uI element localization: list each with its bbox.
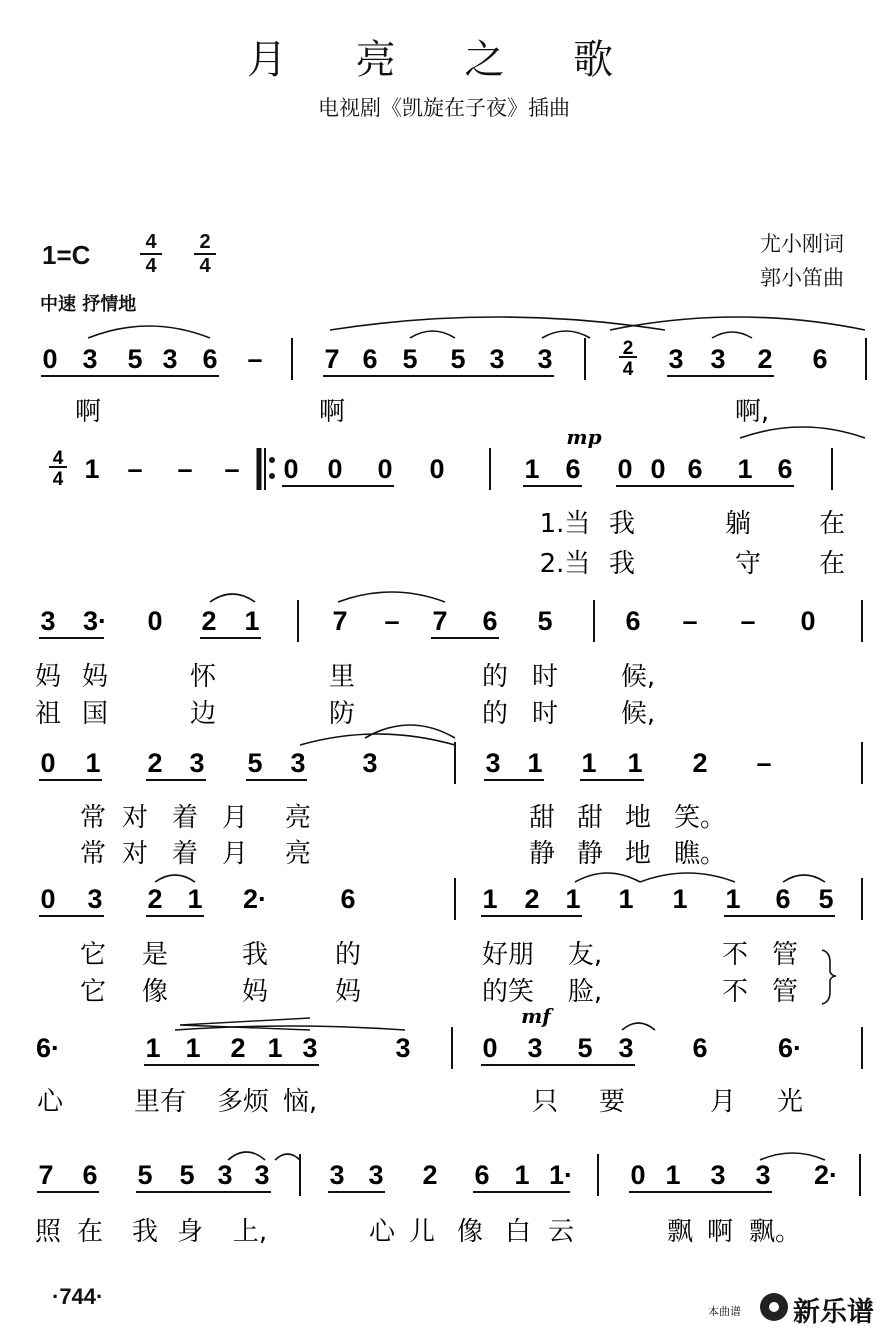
note: 0: [42, 344, 58, 374]
note: 0: [283, 454, 299, 484]
lyric-syllable: 脸,: [567, 977, 603, 1007]
note: 1: [267, 1033, 283, 1063]
note: 5: [537, 606, 553, 636]
slur-arc: [622, 1023, 655, 1030]
note: 3: [710, 1160, 726, 1190]
note: 3: [755, 1160, 771, 1190]
lyric-syllable: 候,: [620, 662, 656, 692]
note: 7: [332, 606, 348, 636]
note: 3: [485, 748, 501, 778]
note: 1: [618, 884, 634, 914]
note: 3: [290, 748, 306, 778]
slur-arc: [155, 875, 195, 882]
lyric-syllable: 对: [121, 839, 149, 869]
lyric-syllable: 多烦: [216, 1087, 270, 1117]
note: 0: [800, 606, 816, 636]
note: 0: [40, 884, 56, 914]
lyric-syllable: 啊,: [734, 397, 770, 427]
song-title: 月 亮 之 歌: [246, 37, 642, 83]
note: 1: [85, 748, 101, 778]
lyric-syllable: 我: [131, 1217, 159, 1247]
note: 5: [137, 1160, 153, 1190]
dash-note: –: [224, 454, 240, 484]
lyric-syllable: 地: [624, 803, 652, 833]
note: 3: [395, 1033, 411, 1063]
note: 6: [482, 606, 498, 636]
lyric-syllable: 亮: [284, 839, 312, 869]
lyric-syllable: 的笑: [481, 977, 535, 1007]
lyric-syllable: 静: [576, 839, 604, 869]
note: 1: [627, 748, 643, 778]
slur-arc: [542, 331, 590, 338]
lyric-syllable: 不: [721, 940, 749, 970]
lyric-syllable: 边: [189, 699, 217, 729]
lyric-syllable: 恼,: [282, 1087, 318, 1117]
lyric-syllable: 着: [171, 839, 199, 869]
note: 5: [402, 344, 418, 374]
lyric-syllable: 瞧。: [673, 839, 727, 869]
lyric-syllable: 照: [34, 1217, 62, 1247]
note: 2·: [242, 884, 268, 914]
note: 0: [327, 454, 343, 484]
lyric-syllable: 它: [79, 977, 107, 1007]
note: 6·: [777, 1033, 803, 1063]
lyric-syllable: 国: [81, 699, 109, 729]
lyric-syllable: 防: [328, 699, 356, 729]
note: 5: [818, 884, 834, 914]
time-sig-denominator: 4: [199, 255, 211, 277]
lyric-syllable: 怀: [189, 662, 217, 692]
note: 5: [127, 344, 143, 374]
note: 3: [368, 1160, 384, 1190]
lyric-syllable: 妈: [34, 662, 62, 692]
lyric-syllable: 白: [504, 1217, 532, 1247]
lyric-syllable: 友,: [567, 940, 603, 970]
time-sig-denominator: 4: [52, 469, 64, 490]
lyric-syllable: 1.当: [539, 509, 591, 539]
note: 0: [650, 454, 666, 484]
repeat-dot: [269, 473, 275, 479]
lyric-syllable: 的: [481, 662, 509, 692]
dash-note: –: [756, 748, 772, 778]
lyric-syllable: 啊: [74, 397, 102, 427]
lyric-syllable: 时: [531, 662, 559, 692]
note: 3: [618, 1033, 634, 1063]
lyric-syllable: 啊: [706, 1217, 734, 1247]
lyric-syllable: 心: [368, 1217, 396, 1247]
note: 3: [189, 748, 205, 778]
note: 1: [187, 884, 203, 914]
note: 6: [82, 1160, 98, 1190]
note: 2: [692, 748, 708, 778]
lyric-syllable: 是: [141, 940, 169, 970]
lyric-syllable: 常: [79, 803, 107, 833]
lyric-syllable: 着: [171, 803, 199, 833]
lyric-syllable: 守: [734, 549, 762, 579]
lyric-syllable: 我: [241, 940, 269, 970]
lyric-syllable: 里有: [133, 1087, 187, 1117]
slur-arc: [640, 873, 735, 882]
note: 1: [84, 454, 100, 484]
note: 3: [329, 1160, 345, 1190]
slur-arc: [712, 332, 752, 338]
watermark-brand: 新乐谱: [793, 1297, 874, 1328]
slur-arc: [740, 427, 865, 438]
note: 0: [617, 454, 633, 484]
slur-arc: [300, 734, 455, 745]
lyric-syllable: 妈: [334, 977, 362, 1007]
slur-arc: [228, 1152, 265, 1160]
lyric-syllable: 啊: [318, 397, 346, 427]
lyric-syllable: 要: [598, 1087, 626, 1117]
slur-arc: [330, 317, 665, 330]
note: 6: [692, 1033, 708, 1063]
note: 7: [324, 344, 340, 374]
note: 1: [185, 1033, 201, 1063]
note: 2: [524, 884, 540, 914]
note: 7: [38, 1160, 54, 1190]
dash-note: –: [384, 606, 400, 636]
note: 6: [777, 454, 793, 484]
note: 6: [687, 454, 703, 484]
lyric-syllable: 妈: [81, 662, 109, 692]
record-logo-icon: [760, 1293, 788, 1321]
lyric-syllable: 甜: [528, 803, 556, 833]
note: 1: [672, 884, 688, 914]
dash-note: –: [682, 606, 698, 636]
page-number: ·744·: [52, 1284, 104, 1309]
note: 1·: [548, 1160, 574, 1190]
lyric-syllable: 上,: [232, 1217, 268, 1247]
lyric-syllable: 飘。: [748, 1217, 802, 1247]
lyric-syllable: 的: [334, 940, 362, 970]
note: 0: [429, 454, 445, 484]
note: 6: [474, 1160, 490, 1190]
lyric-syllable: 月: [709, 1087, 737, 1117]
note: 7: [432, 606, 448, 636]
note: 6: [340, 884, 356, 914]
lyric-syllable: 像: [141, 977, 169, 1007]
lyric-syllable: 像: [456, 1217, 484, 1247]
note: 0: [377, 454, 393, 484]
composer-credit: 郭小笛曲: [760, 266, 844, 290]
lyric-syllable: 月: [221, 839, 249, 869]
lyric-syllable: 候,: [620, 699, 656, 729]
verse-bracket: [822, 950, 836, 1004]
note: 6: [625, 606, 641, 636]
note: 1: [524, 454, 540, 484]
note: 1: [581, 748, 597, 778]
lyric-syllable: 躺: [724, 509, 752, 539]
note: 5: [577, 1033, 593, 1063]
note: 1: [514, 1160, 530, 1190]
tempo-marking: 中速 抒情地: [40, 294, 137, 315]
lyric-syllable: 月: [221, 803, 249, 833]
note: 3: [302, 1033, 318, 1063]
time-sig-numerator: 2: [199, 231, 211, 253]
lyric-syllable: 地: [624, 839, 652, 869]
lyric-syllable: 在: [818, 549, 846, 579]
note: 3: [489, 344, 505, 374]
repeat-dot: [269, 457, 275, 463]
lyric-syllable: 身: [176, 1217, 204, 1247]
dash-note: –: [127, 454, 143, 484]
note: 3: [668, 344, 684, 374]
note: 0: [147, 606, 163, 636]
note: 2: [147, 884, 163, 914]
lyric-syllable: 飘: [666, 1217, 694, 1247]
note: 6: [202, 344, 218, 374]
slur-arc: [410, 331, 455, 338]
watermark-small-text: 本曲谱: [708, 1305, 741, 1318]
time-sig-denominator: 4: [145, 255, 157, 277]
lyric-syllable: 静: [528, 839, 556, 869]
lyric-syllable: 管: [771, 977, 799, 1007]
note: 2·: [813, 1160, 839, 1190]
note: 2: [757, 344, 773, 374]
note: 3: [254, 1160, 270, 1190]
lyric-syllable: 它: [79, 940, 107, 970]
key-signature: 1=C: [42, 240, 91, 270]
note: 6: [812, 344, 828, 374]
lyric-syllable: 常: [79, 839, 107, 869]
lyric-syllable: 只: [531, 1087, 559, 1117]
note: 1: [725, 884, 741, 914]
note: 6: [565, 454, 581, 484]
slur-arc: [88, 326, 210, 338]
lyric-syllable: 2.当: [539, 549, 591, 579]
note: 3: [362, 748, 378, 778]
lyric-syllable: 儿: [408, 1217, 436, 1247]
note: 6: [775, 884, 791, 914]
lyric-syllable: 笑。: [673, 803, 727, 833]
note: 5: [450, 344, 466, 374]
time-sig-denominator: 4: [622, 359, 634, 380]
lyric-syllable: 我: [608, 509, 636, 539]
slur-arc: [760, 1153, 825, 1160]
slur-arc: [783, 875, 825, 882]
note: 3: [710, 344, 726, 374]
note: 5: [179, 1160, 195, 1190]
note: 0: [630, 1160, 646, 1190]
lyric-syllable: 不: [721, 977, 749, 1007]
lyric-syllable: 云: [547, 1217, 575, 1247]
lyric-syllable: 光: [776, 1087, 804, 1117]
lyric-syllable: 时: [531, 699, 559, 729]
dash-note: –: [177, 454, 193, 484]
lyric-syllable: 好朋: [481, 940, 535, 970]
lyric-syllable: 甜: [576, 803, 604, 833]
dash-note: –: [247, 344, 263, 374]
dynamic-marking: mp: [566, 425, 602, 449]
note: 5: [247, 748, 263, 778]
lyric-syllable: 祖: [34, 699, 62, 729]
lyric-syllable: 亮: [284, 803, 312, 833]
note: 1: [665, 1160, 681, 1190]
note: 2: [230, 1033, 246, 1063]
note: 3: [87, 884, 103, 914]
time-sig-numerator: 2: [622, 338, 634, 359]
note: 1: [145, 1033, 161, 1063]
lyric-syllable: 心: [36, 1087, 64, 1117]
time-sig-numerator: 4: [52, 448, 64, 469]
lyric-syllable: 的: [481, 699, 509, 729]
note: 3: [217, 1160, 233, 1190]
note: 6·: [35, 1033, 61, 1063]
note: 1: [737, 454, 753, 484]
note: 2: [201, 606, 217, 636]
slur-arc: [575, 873, 640, 882]
note: 3: [82, 344, 98, 374]
lyric-syllable: 妈: [241, 977, 269, 1007]
note: 1: [565, 884, 581, 914]
slur-arc: [210, 594, 255, 602]
note: 3: [537, 344, 553, 374]
lyric-syllable: 里: [328, 662, 356, 692]
lyric-syllable: 对: [121, 803, 149, 833]
lyric-syllable: 在: [818, 509, 846, 539]
note: 2: [422, 1160, 438, 1190]
note: 6: [362, 344, 378, 374]
dash-note: –: [740, 606, 756, 636]
lyric-syllable: 我: [608, 549, 636, 579]
lyric-syllable: 在: [76, 1217, 104, 1247]
note: 0: [40, 748, 56, 778]
note: 3: [162, 344, 178, 374]
note: 3·: [82, 606, 108, 636]
lyric-syllable: 管: [771, 940, 799, 970]
time-sig-numerator: 4: [145, 231, 157, 253]
note: 3: [40, 606, 56, 636]
note: 1: [244, 606, 260, 636]
note: 3: [527, 1033, 543, 1063]
slur-arc: [275, 1154, 300, 1160]
lyricist-credit: 尤小刚词: [760, 232, 844, 256]
note: 1: [527, 748, 543, 778]
note: 2: [147, 748, 163, 778]
slur-arc: [338, 592, 445, 602]
song-subtitle: 电视剧《凯旋在子夜》插曲: [318, 96, 570, 120]
dynamic-marking: mf: [521, 1004, 551, 1028]
note: 1: [482, 884, 498, 914]
note: 0: [482, 1033, 498, 1063]
